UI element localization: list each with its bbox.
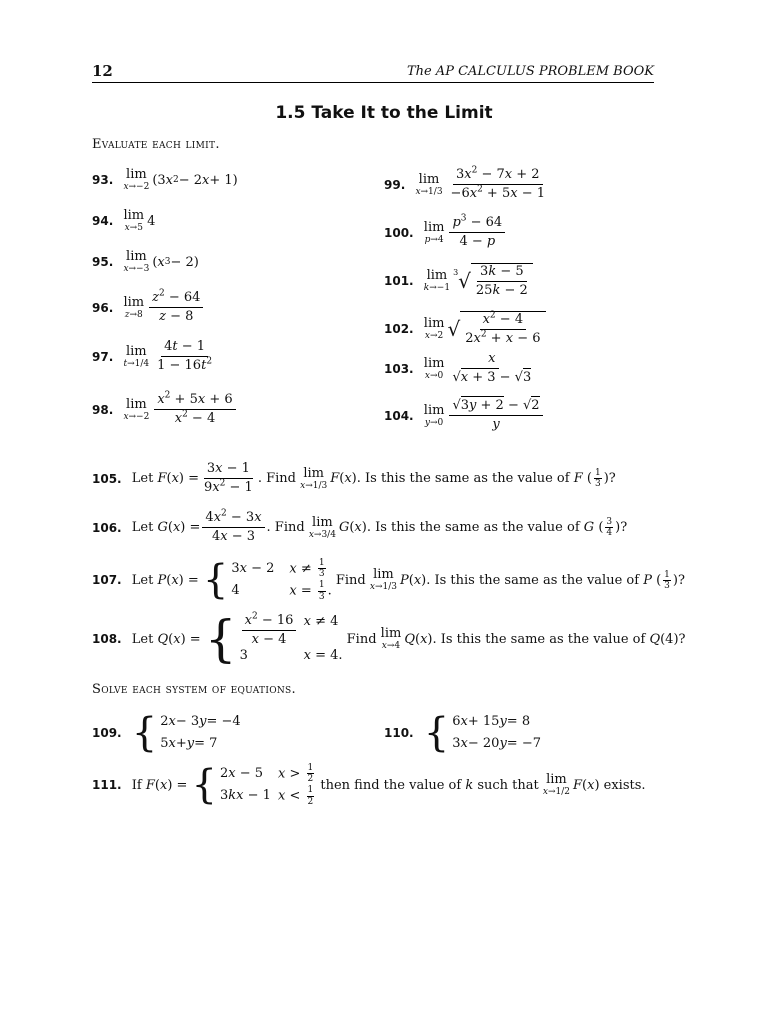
- problem-102: 102. lim x→2 √ $\frac{x^2 - 4}{2x^2 + x - 6}$: [384, 311, 546, 347]
- problem-111: 111. If F ( x ) = { 2x − 5 x > $\frac{1}{2}$ 3kx − 1 x < $\frac{1}{2}$ then find the value of k such that lim x→1/2 F ( x ) exists.: [92, 762, 646, 809]
- problem-109: 109. { 2 x − 3 y = −4 5 x + y = 7: [92, 710, 241, 757]
- problem-103: 103. lim x→0 $\frac{x}{√x + 3 - √3}$: [384, 351, 532, 385]
- section-title: 1.5 Take It to the Limit: [275, 103, 493, 123]
- page-number: 12: [92, 62, 113, 80]
- instruction-evaluate: Evaluate each limit.: [92, 137, 220, 152]
- problem-107: 107. Let P ( x ) = { 3x − 2 x ≠ $\frac{1}{3}$ 4 x = $\frac{1}{3}$ . Find lim x→1/3 P ( x ). Is this the same as the value of P ( $\frac{1}{3}$ )?: [92, 557, 685, 604]
- problem-99: 99. lim x→1/3 $\frac{3x^2 - 7x + 2}{-6x^2 + 5x - 1}$: [384, 165, 546, 201]
- problem-108: 108. Let Q ( x ) = { $\frac{x^2 - 16}{x - 4}$ x ≠ 4 3 x = 4. Find lim x→4 Q ( x ). Is this the same as the value of Q (4)?: [92, 610, 686, 669]
- problem-101: 101. lim k→−1 3 √ $\frac{3k - 5}{25k - 2}$: [384, 263, 533, 299]
- problem-94: 94. lim x→5 4: [92, 208, 156, 233]
- problem-95: 95. lim x→−3 ( x 3 − 2): [92, 249, 199, 274]
- problem-105: 105. Let F ( x ) = $\frac{3x - 1}{9x^2 - 1}$ . Find lim x→1/3 F ( x ). Is this the same as the value of F ( $\frac{1}{3}$ )?: [92, 461, 616, 495]
- problem-97: 97. lim t→1/4 $\frac{4t - 1}{1 - 16t^2}$: [92, 339, 213, 373]
- problem-110: 110. { 6 x + 15 y = 8 3 x − 20 y = −7: [384, 710, 541, 757]
- instruction-solve: Solve each system of equations.: [92, 682, 296, 697]
- problem-98: 98. lim x→−2 $\frac{x^2 + 5x + 6}{x^2 - 4}$: [92, 393, 238, 427]
- problem-96: 96. lim z→8 $\frac{z^2 - 64}{z - 8}$: [92, 291, 205, 325]
- problem-100: 100. lim p→4 $\frac{p^3 - 64}{4 - p}$: [384, 216, 507, 250]
- book-title: The AP CALCULUS PROBLEM BOOK: [406, 64, 654, 79]
- problem-106: 106. Let G ( x ) = $\frac{4x^2 - 3x}{4x - 3}$ . Find lim x→3/4 G ( x ). Is this the same as the value of G ( $\frac{3}{4}$ )?: [92, 508, 628, 544]
- header-rule: [92, 82, 654, 83]
- problem-93: 93. lim x→−2 (3 x 2 − 2 x + 1): [92, 167, 238, 192]
- problem-104: 104. lim y→0 $\frac{√3y + 2 - √2}{y}$: [384, 399, 545, 433]
